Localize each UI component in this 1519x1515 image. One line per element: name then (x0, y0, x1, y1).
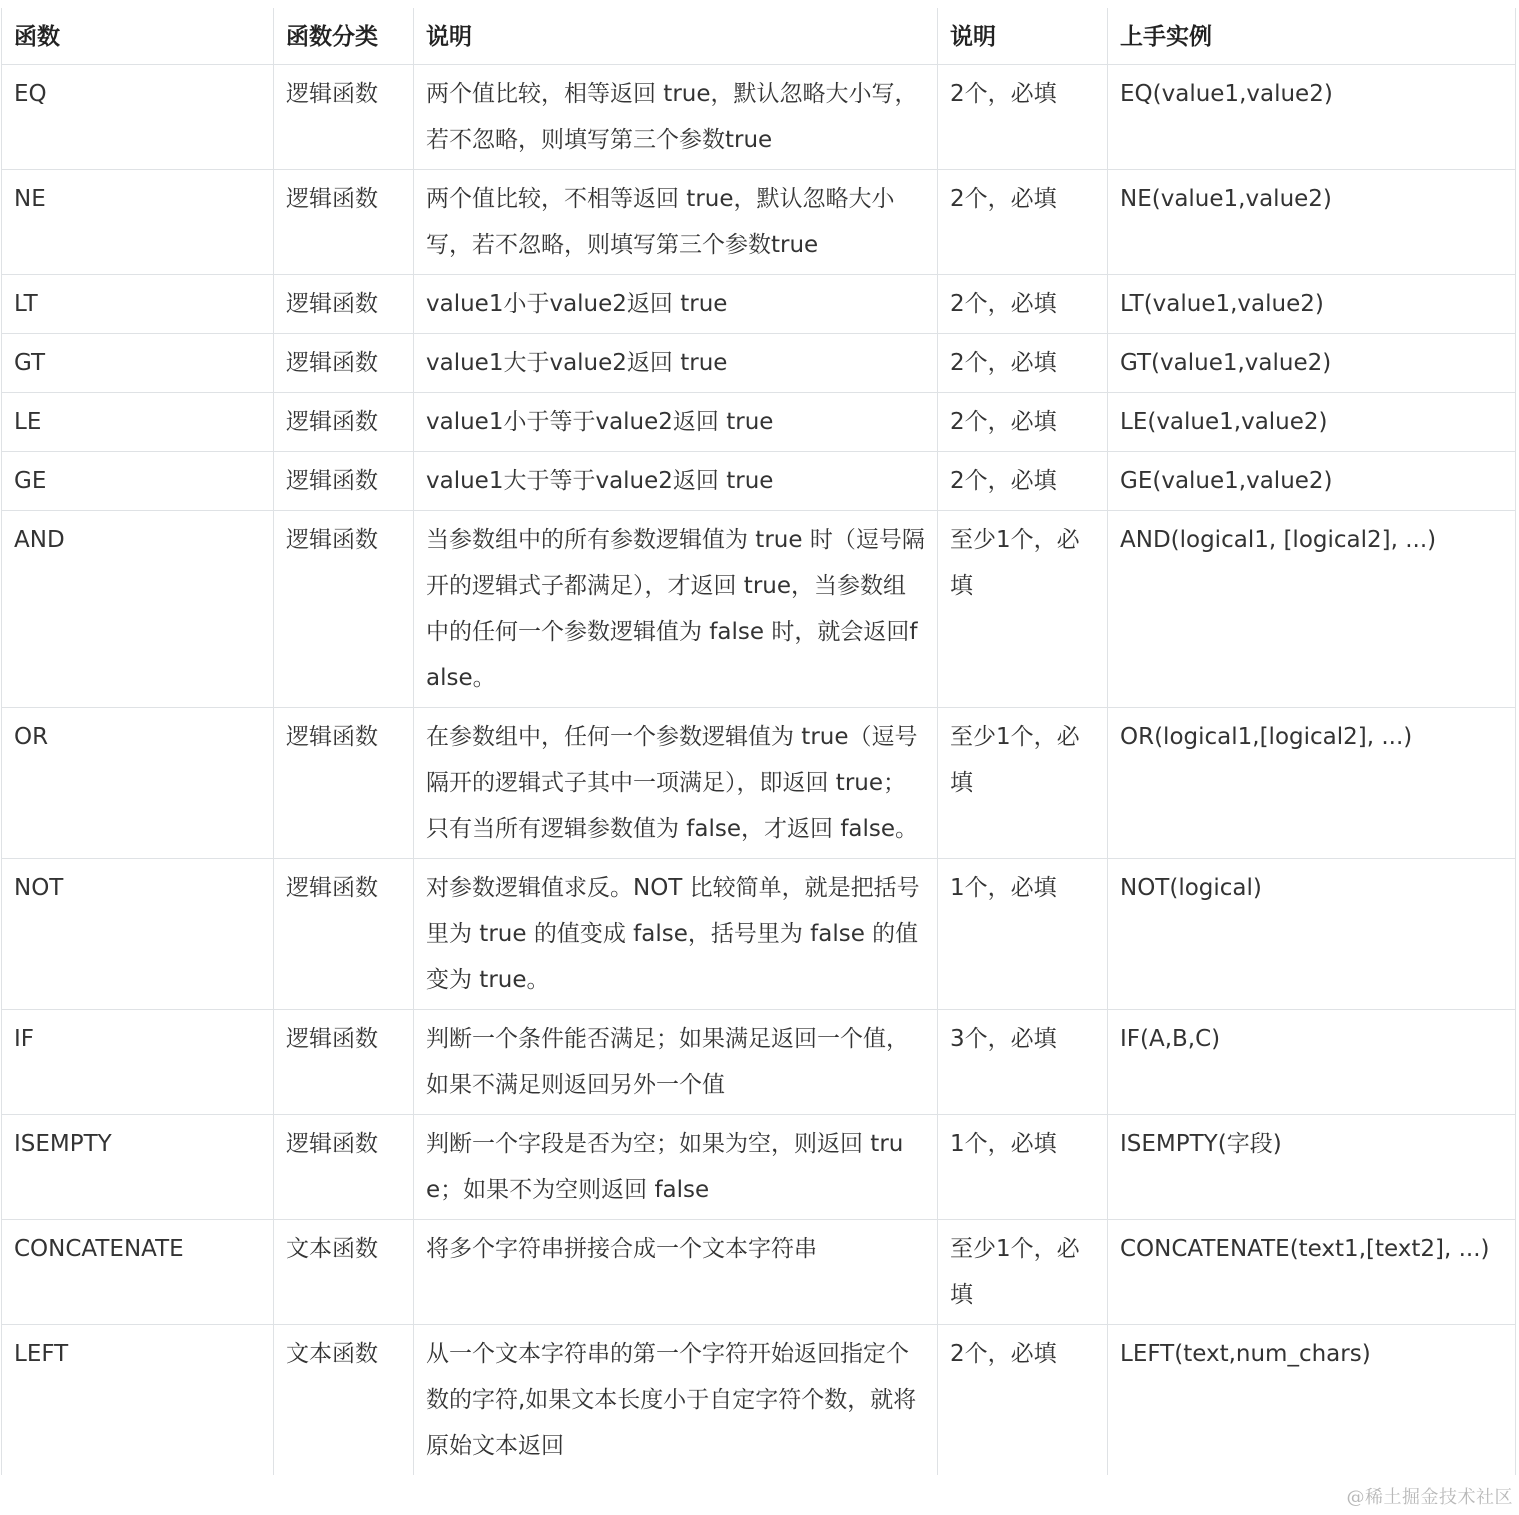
table-row (2, 1010, 1516, 1115)
cell-description: 两个值比较，不相等返回 true，默认忽略大小写，若不忽略，则填写第三个参数true (414, 170, 938, 275)
cell-function: NE (2, 170, 274, 275)
cell-arguments: 2个，必填 (938, 65, 1108, 170)
cell-description: 将多个字符串拼接合成一个文本字符串 (414, 1220, 938, 1325)
table-row (2, 1325, 1516, 1476)
cell-category: 逻辑函数 (274, 65, 414, 170)
cell-arguments: 2个，必填 (938, 452, 1108, 511)
cell-function: GT (2, 334, 274, 393)
cell-arguments: 2个，必填 (938, 1325, 1108, 1476)
cell-arguments: 至少1个，必填 (938, 708, 1108, 859)
cell-description: 判断一个字段是否为空；如果为空，则返回 true；如果不为空则返回 false (414, 1115, 938, 1220)
table-row (2, 859, 1516, 1010)
function-table (1, 8, 1516, 1475)
table-row (2, 1115, 1516, 1220)
table-row (2, 511, 1516, 708)
cell-description: value1大于等于value2返回 true (414, 452, 938, 511)
table-row (2, 275, 1516, 334)
cell-example: LE(value1,value2) (1108, 393, 1516, 452)
cell-description: 两个值比较，相等返回 true，默认忽略大小写，若不忽略，则填写第三个参数true (414, 65, 938, 170)
cell-description: value1小于value2返回 true (414, 275, 938, 334)
table-row (2, 1220, 1516, 1325)
cell-arguments: 至少1个，必填 (938, 511, 1108, 708)
cell-category: 文本函数 (274, 1325, 414, 1476)
cell-category: 文本函数 (274, 1220, 414, 1325)
cell-category: 逻辑函数 (274, 170, 414, 275)
cell-function: CONCATENATE (2, 1220, 274, 1325)
table-row (2, 65, 1516, 170)
cell-example: LT(value1,value2) (1108, 275, 1516, 334)
cell-description: 在参数组中，任何一个参数逻辑值为 true（逗号隔开的逻辑式子其中一项满足），即返回 true；只有当所有逻辑参数值为 false，才返回 false。 (414, 708, 938, 859)
cell-function: AND (2, 511, 274, 708)
cell-example: ISEMPTY(字段) (1108, 1115, 1516, 1220)
cell-function: ISEMPTY (2, 1115, 274, 1220)
cell-category: 逻辑函数 (274, 1010, 414, 1115)
cell-category: 逻辑函数 (274, 452, 414, 511)
cell-arguments: 2个，必填 (938, 170, 1108, 275)
table-row (2, 452, 1516, 511)
cell-arguments: 2个，必填 (938, 334, 1108, 393)
cell-description: value1小于等于value2返回 true (414, 393, 938, 452)
cell-example: NE(value1,value2) (1108, 170, 1516, 275)
cell-example: GE(value1,value2) (1108, 452, 1516, 511)
table-header-row (2, 8, 1516, 65)
cell-description: 从一个文本字符串的第一个字符开始返回指定个数的字符,如果文本长度小于自定字符个数，就将原始文本返回 (414, 1325, 938, 1476)
cell-example: GT(value1,value2) (1108, 334, 1516, 393)
cell-category: 逻辑函数 (274, 511, 414, 708)
table-row (2, 393, 1516, 452)
cell-category: 逻辑函数 (274, 334, 414, 393)
table-row (2, 708, 1516, 859)
cell-arguments: 2个，必填 (938, 393, 1108, 452)
cell-arguments: 1个，必填 (938, 859, 1108, 1010)
cell-category: 逻辑函数 (274, 859, 414, 1010)
cell-arguments: 3个，必填 (938, 1010, 1108, 1115)
cell-function: NOT (2, 859, 274, 1010)
header-description: 说明 (414, 8, 938, 65)
cell-arguments: 1个，必填 (938, 1115, 1108, 1220)
cell-function: GE (2, 452, 274, 511)
header-example: 上手实例 (1108, 8, 1516, 65)
cell-example: OR(logical1,[logical2], ...) (1108, 708, 1516, 859)
cell-function: EQ (2, 65, 274, 170)
cell-description: value1大于value2返回 true (414, 334, 938, 393)
cell-arguments: 2个，必填 (938, 275, 1108, 334)
cell-category: 逻辑函数 (274, 393, 414, 452)
header-function: 函数 (2, 8, 274, 65)
cell-description: 当参数组中的所有参数逻辑值为 true 时（逗号隔开的逻辑式子都满足），才返回 true，当参数组中的任何一个参数逻辑值为 false 时，就会返回false。 (414, 511, 938, 708)
header-category: 函数分类 (274, 8, 414, 65)
cell-example: EQ(value1,value2) (1108, 65, 1516, 170)
cell-category: 逻辑函数 (274, 275, 414, 334)
cell-function: IF (2, 1010, 274, 1115)
cell-example: NOT(logical) (1108, 859, 1516, 1010)
cell-category: 逻辑函数 (274, 708, 414, 859)
cell-function: OR (2, 708, 274, 859)
watermark-text: @稀土掘金技术社区 (1346, 1487, 1513, 1508)
cell-example: AND(logical1, [logical2], ...) (1108, 511, 1516, 708)
cell-description: 对参数逻辑值求反。NOT 比较简单，就是把括号里为 true 的值变成 false，括号里为 false 的值变为 true。 (414, 859, 938, 1010)
table-row (2, 334, 1516, 393)
table-row (2, 170, 1516, 275)
cell-function: LE (2, 393, 274, 452)
cell-function: LT (2, 275, 274, 334)
header-arguments: 说明 (938, 8, 1108, 65)
cell-example: CONCATENATE(text1,[text2], ...) (1108, 1220, 1516, 1325)
cell-function: LEFT (2, 1325, 274, 1476)
cell-category: 逻辑函数 (274, 1115, 414, 1220)
cell-description: 判断一个条件能否满足；如果满足返回一个值，如果不满足则返回另外一个值 (414, 1010, 938, 1115)
cell-arguments: 至少1个，必填 (938, 1220, 1108, 1325)
cell-example: IF(A,B,C) (1108, 1010, 1516, 1115)
cell-example: LEFT(text,num_chars) (1108, 1325, 1516, 1476)
